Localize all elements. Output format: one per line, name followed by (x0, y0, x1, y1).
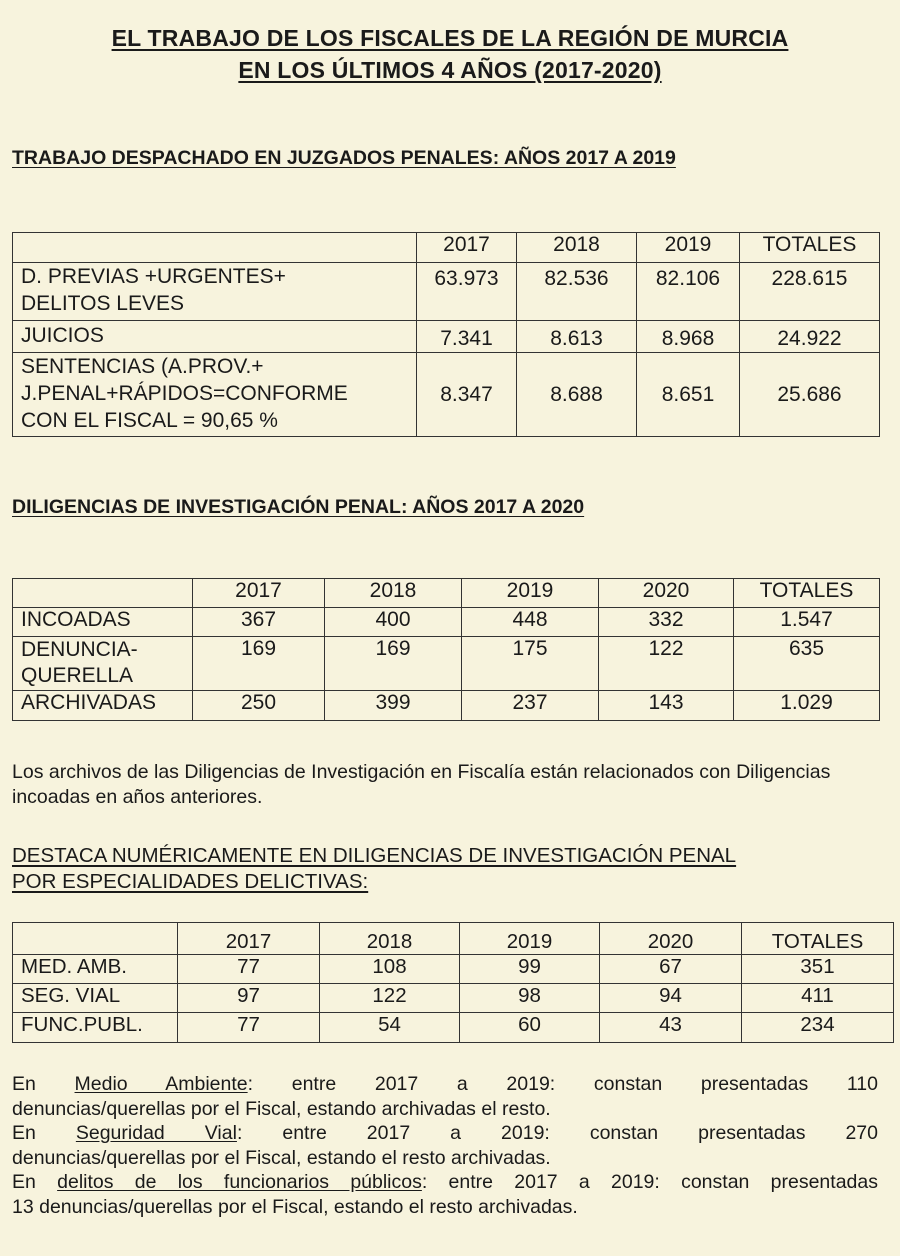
text-fragment: En (12, 1073, 75, 1095)
cell-value: 237 (462, 691, 599, 721)
cell-value: 122 (599, 637, 734, 691)
section3-title (12, 843, 736, 895)
header-cell: 2020 (600, 923, 742, 955)
header-cell: 2020 (599, 579, 734, 608)
cell-value: 60 (460, 1013, 600, 1043)
section3-title-line1: DESTACA NUMÉRICAMENTE EN DILIGENCIAS DE INVESTIGACIÓN PENAL (12, 844, 737, 867)
cell-value: 332 (599, 608, 734, 637)
header-cell: 2018 (517, 233, 637, 263)
row-label-line: J.PENAL+RÁPIDOS=CONFORME (21, 382, 348, 405)
cell-value: 25.686 (740, 353, 880, 437)
table-header-row (13, 923, 894, 955)
row-label-line: SENTENCIAS (A.PROV.+ (21, 355, 264, 378)
page-title-line2: EN LOS ÚLTIMOS 4 AÑOS (2017-2020) (238, 57, 662, 83)
text-fragment: En (12, 1171, 58, 1193)
cell-value: 98 (460, 984, 600, 1013)
table-diligencias (12, 578, 880, 721)
paragraph-line (12, 1121, 878, 1146)
cell-value: 77 (178, 1013, 320, 1043)
cell-value: 67 (600, 955, 742, 984)
cell-value: 250 (193, 691, 325, 721)
row-label-line: D. PREVIAS +URGENTES+ (21, 265, 286, 288)
row-label-line: CON EL FISCAL = 90,65 % (21, 409, 278, 432)
page-title-line1: EL TRABAJO DE LOS FISCALES DE LA REGIÓN DE MURCIA (111, 25, 789, 51)
row-label (13, 263, 417, 321)
row-label: MED. AMB. (13, 955, 178, 984)
header-cell-empty (13, 923, 178, 955)
table-juzgados-penales (12, 232, 880, 437)
cell-value: 8.613 (517, 321, 637, 353)
cell-value: 43 (600, 1013, 742, 1043)
cell-value: 143 (599, 691, 734, 721)
row-label (13, 353, 417, 437)
header-cell: 2019 (637, 233, 740, 263)
section3-title-line2: POR ESPECIALIDADES DELICTIVAS: (12, 870, 369, 893)
header-cell: 2019 (462, 579, 599, 608)
cell-value: 169 (325, 637, 462, 691)
row-label-line: DELITOS LEVES (21, 292, 185, 315)
paragraph-line: 13 denuncias/querellas por el Fiscal, estando el resto archivadas. (12, 1195, 578, 1218)
row-label (13, 321, 417, 353)
paragraph-line: denuncias/querellas por el Fiscal, estando archivadas el resto. (12, 1097, 551, 1120)
header-cell: TOTALES (742, 923, 894, 955)
cell-value: 448 (462, 608, 599, 637)
section1-title: TRABAJO DESPACHADO EN JUZGADOS PENALES: AÑOS 2017 A 2019 (12, 147, 676, 169)
header-cell: 2018 (325, 579, 462, 608)
cell-value: 411 (742, 984, 894, 1013)
cell-value: 54 (320, 1013, 460, 1043)
row-label-line: QUERELLA (21, 664, 134, 687)
row-label: SEG. VIAL (13, 984, 178, 1013)
text-fragment: : entre 2017 a 2019: constan presentadas (421, 1171, 878, 1193)
cell-value: 400 (325, 608, 462, 637)
cell-value: 399 (325, 691, 462, 721)
cell-value: 82.536 (517, 263, 637, 321)
cell-value: 7.341 (417, 321, 517, 353)
row-label: ARCHIVADAS (13, 691, 193, 721)
topic-medio-ambiente: Medio Ambiente (74, 1073, 248, 1095)
text-fragment: : entre 2017 a 2019: constan presentadas 110 (247, 1073, 878, 1095)
cell-value: 8.347 (417, 353, 517, 437)
cell-value: 8.968 (637, 321, 740, 353)
section2-title: DILIGENCIAS DE INVESTIGACIÓN PENAL: AÑOS 2017 A 2020 (12, 496, 585, 518)
cell-value: 94 (600, 984, 742, 1013)
header-cell: 2019 (460, 923, 600, 955)
cell-value: 1.547 (734, 608, 880, 637)
header-cell-empty (13, 579, 193, 608)
header-cell: 2017 (417, 233, 517, 263)
header-cell: TOTALES (734, 579, 880, 608)
header-cell-empty (13, 233, 417, 263)
cell-value: 8.688 (517, 353, 637, 437)
row-label: INCOADAS (13, 608, 193, 637)
header-cell: 2017 (193, 579, 325, 608)
cell-value: 367 (193, 608, 325, 637)
cell-value: 228.615 (740, 263, 880, 321)
text-fragment: : entre 2017 a 2019: constan presentadas 270 (236, 1122, 878, 1144)
topic-seguridad-vial: Seguridad Vial (75, 1122, 237, 1144)
cell-value: 351 (742, 955, 894, 984)
header-cell: 2018 (320, 923, 460, 955)
topic-funcionarios-publicos: delitos de los funcionarios públicos (57, 1171, 422, 1193)
table-row (13, 691, 880, 721)
table-row (13, 637, 880, 691)
cell-value: 108 (320, 955, 460, 984)
header-cell: 2017 (178, 923, 320, 955)
row-label-line: DENUNCIA- (21, 638, 138, 661)
cell-value: 24.922 (740, 321, 880, 353)
cell-value: 169 (193, 637, 325, 691)
cell-value: 63.973 (417, 263, 517, 321)
cell-value: 122 (320, 984, 460, 1013)
cell-value: 8.651 (637, 353, 740, 437)
cell-value: 77 (178, 955, 320, 984)
table-row (13, 1013, 894, 1043)
table-header-row (13, 579, 880, 608)
paragraph-line (12, 1072, 878, 1097)
row-label-line: JUICIOS (21, 324, 104, 347)
table-row (13, 263, 880, 321)
table-row (13, 955, 894, 984)
especialidades-notes (12, 1072, 878, 1219)
text-fragment: En (12, 1122, 76, 1144)
row-label: FUNC.PUBL. (13, 1013, 178, 1043)
cell-value: 99 (460, 955, 600, 984)
diligencias-note: Los archivos de las Diligencias de Investigación en Fiscalía están relacionados con Diligencias incoadas en años anteriores. (12, 761, 831, 808)
cell-value: 97 (178, 984, 320, 1013)
table-header-row (13, 233, 880, 263)
cell-value: 175 (462, 637, 599, 691)
table-row (13, 608, 880, 637)
header-cell: TOTALES (740, 233, 880, 263)
row-label (13, 637, 193, 691)
paragraph-line (12, 1170, 878, 1195)
page-title (0, 22, 900, 86)
table-row (13, 984, 894, 1013)
cell-value: 635 (734, 637, 880, 691)
table-especialidades (12, 922, 894, 1043)
cell-value: 1.029 (734, 691, 880, 721)
cell-value: 82.106 (637, 263, 740, 321)
table-row (13, 321, 880, 353)
cell-value: 234 (742, 1013, 894, 1043)
table-row (13, 353, 880, 437)
paragraph-line: denuncias/querellas por el Fiscal, estando el resto archivadas. (12, 1146, 551, 1169)
